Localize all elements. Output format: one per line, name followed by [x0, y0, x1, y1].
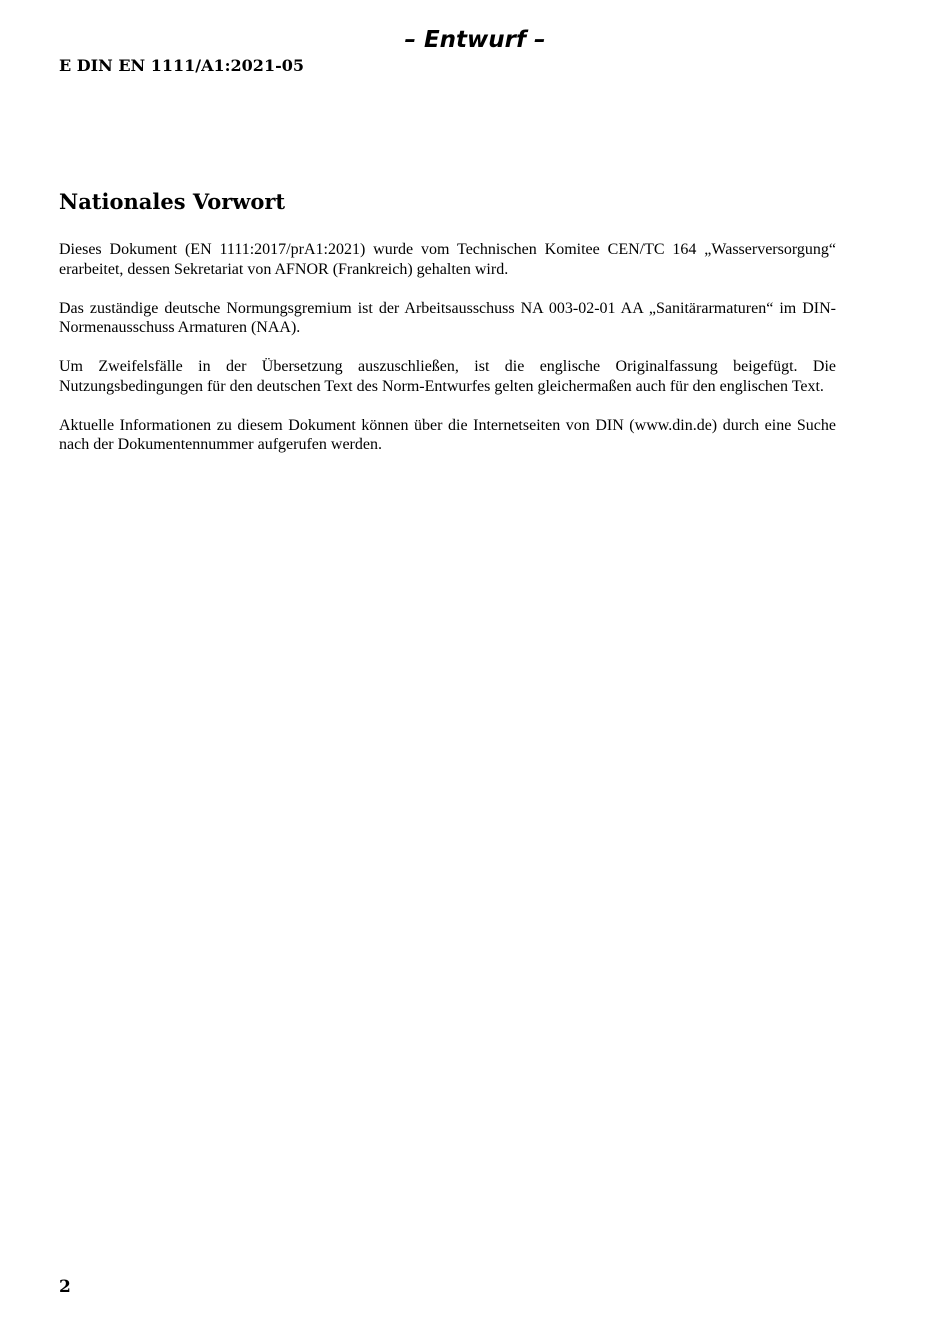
paragraph-4: Aktuelle Informationen zu diesem Dokument können über die Internetseiten von DIN (www.din.de) durch eine Suche nach der Dokumentennummer aufgerufen werden. — [59, 416, 836, 453]
document-id: E DIN EN 1111/A1:2021-05 — [59, 56, 304, 75]
section-title: Nationales Vorwort — [59, 189, 286, 214]
paragraph-1: Dieses Dokument (EN 1111:2017/prA1:2021) wurde vom Technischen Komitee CEN/TC 164 „Wasserversorgung“ erarbeitet, dessen Sekretariat von AFNOR (Frankreich) gehalten wird. — [59, 241, 836, 278]
paragraph-2: Das zuständige deutsche Normungsgremium ist der Arbeitsausschuss NA 003-02-01 AA „Sanitärarmaturen“ im DIN-Normenausschuss Armaturen (NAA). — [59, 299, 836, 336]
paragraph-3: Um Zweifelsfälle in der Übersetzung auszuschließen, ist die englische Originalfassung beigefügt. Die Nutzungsbedingungen für den deutschen Text des Norm-Entwurfes gelten gleichermaßen auch für den englischen Text. — [59, 358, 836, 395]
page-number: 2 — [59, 1277, 71, 1297]
section-body — [59, 240, 836, 474]
draft-mark: – Entwurf – — [404, 27, 546, 53]
